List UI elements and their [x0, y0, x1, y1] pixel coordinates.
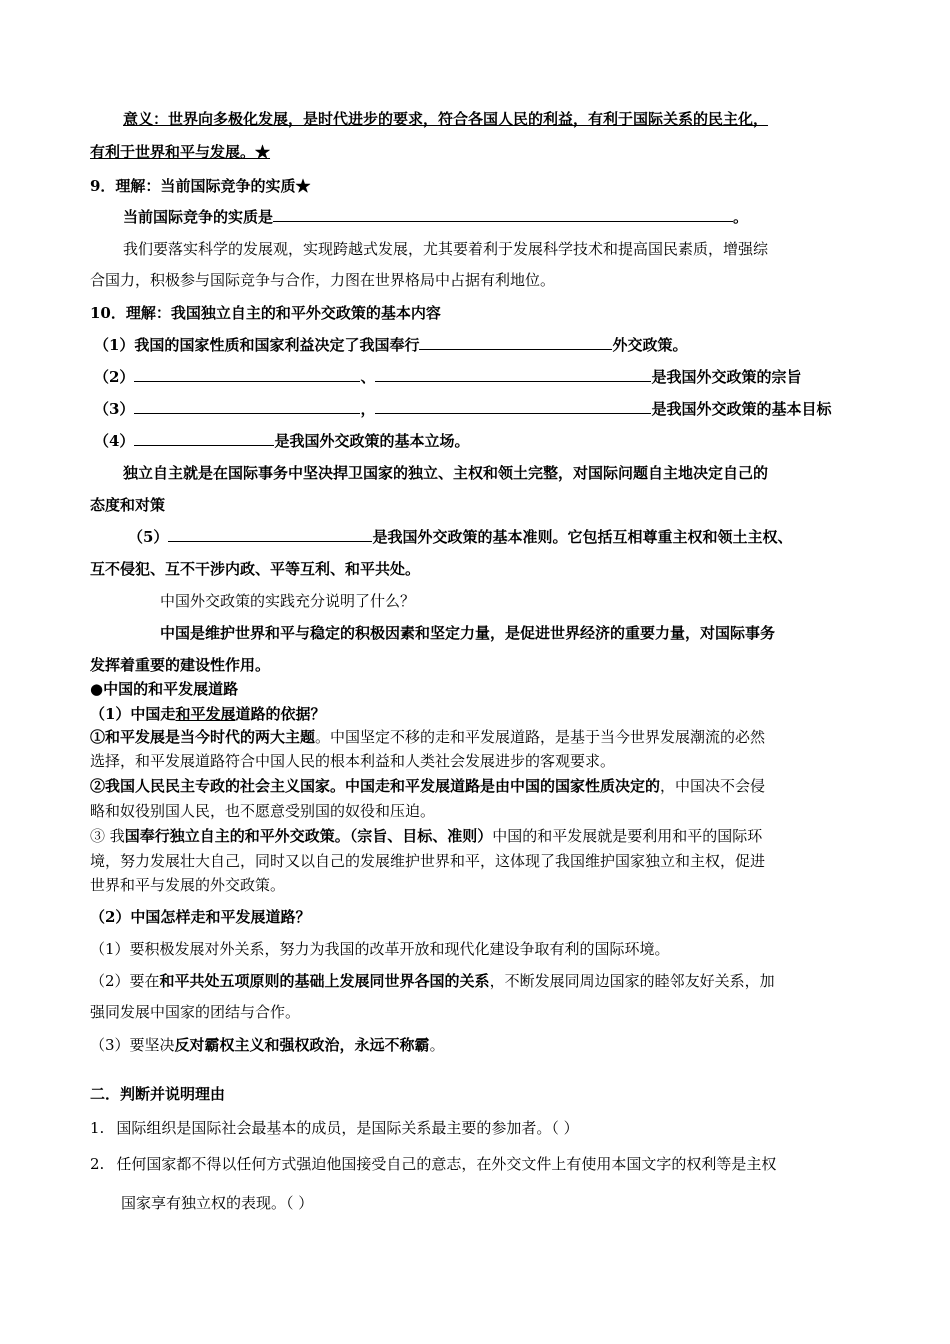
answer-blank[interactable]	[168, 526, 372, 542]
way-3-bold: 反对霸权主义和强权政治，永远不称霸	[174, 1036, 430, 1054]
fill-end: 。	[733, 208, 749, 226]
judge-q2-number: 2.	[90, 1155, 105, 1173]
way-1: （1）要积极发展对外关系，努力为我国的改革开放和现代化建设争取有利的国际环境。	[90, 940, 670, 958]
item-1-suffix: 外交政策。	[612, 336, 688, 354]
answer-blank[interactable]	[134, 366, 360, 382]
item-2-suffix: 是我国外交政策的宗旨	[651, 368, 802, 386]
way-2-a: （2）要在	[90, 972, 160, 990]
answer-blank[interactable]	[375, 398, 651, 414]
practice-question: 中国外交政策的实践充分说明了什么？	[160, 592, 416, 610]
reason-3-bold: 国奉行独立自主的和平外交政策。（宗旨、目标、准则）	[124, 827, 493, 845]
peaceful-heading: ●中国的和平发展道路	[90, 680, 239, 698]
reason-2	[90, 775, 765, 797]
item-1	[94, 334, 687, 356]
meaning-line-2	[90, 141, 270, 163]
answer-blank[interactable]	[419, 334, 612, 350]
item-3-sep: ，	[360, 400, 376, 418]
item-2	[94, 366, 801, 388]
reason-1-bold: ①和平发展是当今时代的两大主题	[90, 728, 316, 746]
section-10-heading: 10．理解：我国独立自主的和平外交政策的基本内容	[90, 304, 441, 322]
meaning-line-1: 意义：世界向多极化发展，是时代进步的要求，符合各国人民的利益，有利于国际关系的民主化，	[123, 110, 769, 128]
section-9-fill	[123, 206, 748, 228]
reason-1	[90, 726, 765, 748]
item-5-suffix: 是我国外交政策的基本准则。它包括互相尊重主权和领土主权、	[372, 528, 793, 546]
meaning-line-2-text: 有利于世界和平与发展。★	[90, 143, 271, 161]
way-2-line-2: 强同发展中国家的团结与合作。	[90, 1003, 301, 1021]
item-3	[94, 398, 831, 420]
reason-3-a: ③ 我	[90, 827, 125, 845]
reason-3	[90, 825, 762, 847]
section-9-para-1: 我们要落实科学的发展观，实现跨越式发展，尤其要着利于发展科学技术和提高国民素质，增强综	[123, 240, 769, 258]
item-5-prefix: （5）	[128, 528, 169, 546]
judge-q2-line-2: 国家享有独立权的表现。（ ）	[121, 1194, 314, 1212]
fill-label: 当前国际竞争的实质是	[123, 208, 274, 226]
answer-blank[interactable]	[375, 366, 651, 382]
judge-q2-text: 任何国家都不得以任何方式强迫他国接受自己的意志，在外交文件上有使用本国文字的权利等是主权	[116, 1155, 777, 1173]
way-2-bold: 和平共处五项原则的基础上发展同世界各国的关系	[159, 972, 490, 990]
way-3-end: 。	[429, 1036, 445, 1054]
reason-3-rest: 中国的和平发展就是要利用和平的国际环	[492, 827, 763, 845]
part-2-heading: 二．判断并说明理由	[90, 1085, 226, 1103]
peaceful-q2: （2）中国怎样走和平发展道路？	[90, 908, 311, 926]
peaceful-q1	[90, 703, 325, 725]
reason-3-line-2: 境，努力发展壮大自己，同时又以自己的发展维护世界和平，这体现了我国维护国家独立和主权，促进	[90, 852, 766, 870]
reason-2-line-2: 略和奴役别国人民，也不愿意受别国的奴役和压迫。	[90, 802, 436, 820]
peaceful-q1-c: 道路的依据？	[235, 705, 326, 723]
peaceful-q1-b: 和平发展	[175, 705, 236, 723]
independence-line-2: 态度和对策	[90, 496, 166, 514]
way-2	[90, 970, 775, 992]
practice-answer-2: 发挥着重要的建设性作用。	[90, 656, 271, 674]
item-2-sep: 、	[360, 368, 376, 386]
item-1-prefix: （1）我国的国家性质和国家利益决定了我国奉行	[94, 336, 420, 354]
peaceful-q1-a: （1）中国走	[90, 705, 176, 723]
item-4-suffix: 是我国外交政策的基本立场。	[274, 432, 470, 450]
reason-1-rest: 。中国坚定不移的走和平发展道路，是基于当今世界发展潮流的必然	[315, 728, 766, 746]
item-3-prefix: （3）	[94, 400, 135, 418]
item-5	[128, 526, 792, 548]
way-3	[90, 1034, 445, 1056]
reason-2-bold: ②我国人民民主专政的社会主义国家。中国走和平发展道路是由中国的国家性质决定的	[90, 777, 661, 795]
answer-blank[interactable]	[273, 206, 733, 222]
way-3-a: （3）要坚决	[90, 1036, 175, 1054]
item-5-line-2: 互不侵犯、互不干涉内政、平等互利、和平共处。	[90, 560, 421, 578]
reason-3-line-3: 世界和平与发展的外交政策。	[90, 876, 286, 894]
practice-answer-1: 中国是维护世界和平与稳定的积极因素和坚定力量，是促进世界经济的重要力量，对国际事务	[160, 624, 776, 642]
item-4-prefix: （4）	[94, 432, 135, 450]
independence-line-1: 独立自主就是在国际事务中坚决捍卫国家的独立、主权和领土完整，对国际问题自主地决定自己的	[123, 464, 769, 482]
section-9-heading: 9．理解：当前国际竞争的实质★	[90, 177, 311, 195]
answer-blank[interactable]	[134, 398, 360, 414]
judge-q1-number: 1.	[90, 1119, 105, 1137]
item-3-suffix: 是我国外交政策的基本目标	[651, 400, 832, 418]
section-9-para-2: 合国力，积极参与国际竞争与合作，力图在世界格局中占据有利地位。	[90, 271, 556, 289]
reason-2-rest: ，中国决不会侵	[660, 777, 766, 795]
reason-1-line-2: 选择，和平发展道路符合中国人民的根本利益和人类社会发展进步的客观要求。	[90, 752, 616, 770]
way-2-rest: ，不断发展同周边国家的睦邻友好关系，加	[489, 972, 775, 990]
judge-q1	[90, 1117, 579, 1139]
item-2-prefix: （2）	[94, 368, 135, 386]
judge-q2	[90, 1153, 776, 1175]
answer-blank[interactable]	[134, 430, 274, 446]
item-4	[94, 430, 469, 452]
judge-q1-text: 国际组织是国际社会最基本的成员，是国际关系最主要的参加者。（ ）	[116, 1119, 579, 1137]
